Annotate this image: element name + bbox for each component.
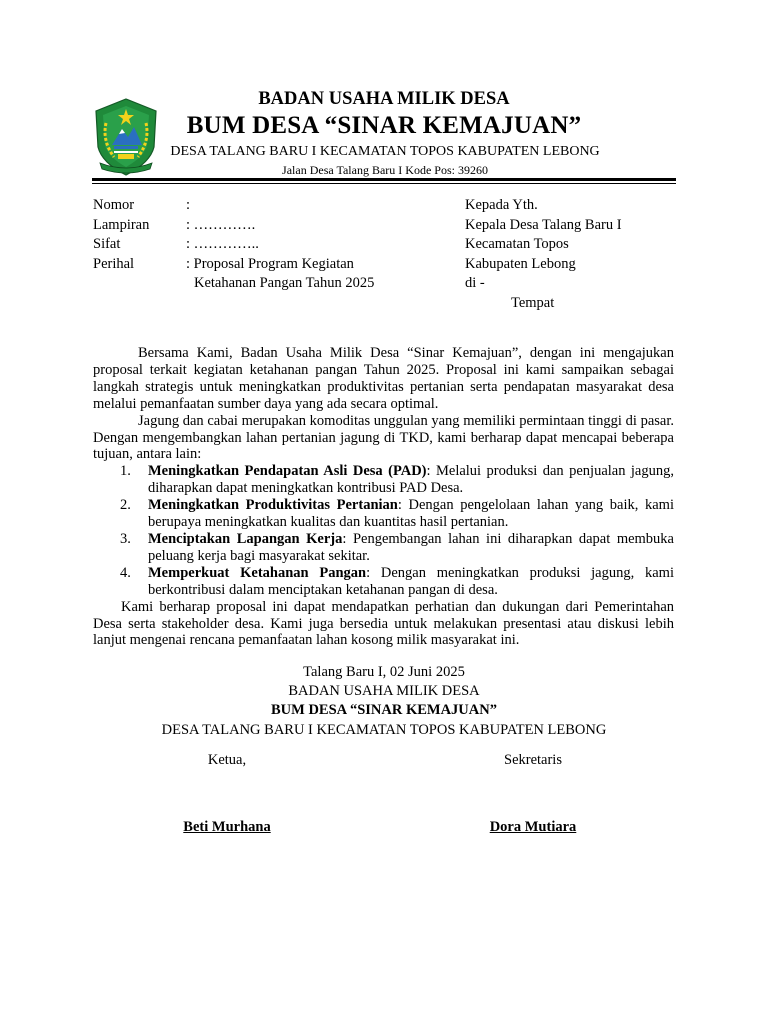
- letter-body: [93, 345, 674, 649]
- goal-text: : Dengan pengelolaan lahan yang baik, kami berupaya meningkatkan kualitas dan kuantitas hasil pertanian.: [148, 497, 674, 531]
- meta-label: Perihal: [93, 255, 135, 272]
- meta-value: : Proposal Program Kegiatan: [186, 255, 354, 272]
- meta-row-sifat: [93, 235, 374, 255]
- meta-value: : ………….: [186, 216, 256, 233]
- goal-title: Memperkuat Ketahanan Pangan: [148, 564, 367, 581]
- recipient-line: Kepada Yth.: [465, 197, 538, 213]
- goal-title: Meningkatkan Pendapatan Asli Desa (PAD): [148, 463, 427, 480]
- place-date: Talang Baru I, 02 Juni 2025: [303, 664, 465, 680]
- goal-title: Meningkatkan Produktivitas Pertanian: [148, 497, 398, 514]
- signature-ketua: [127, 752, 327, 836]
- signature-sekretaris: [433, 752, 633, 836]
- list-number: 4.: [120, 564, 131, 581]
- signature-name: Dora Mutiara: [489, 819, 577, 835]
- closing-org-region: DESA TALANG BARU I KECAMATAN TOPOS KABUPATEN LEBONG: [161, 721, 607, 738]
- letter-meta: [93, 196, 374, 294]
- signature-title: Sekretaris: [504, 752, 562, 768]
- meta-label: Lampiran: [93, 216, 150, 233]
- letterhead-rule-thin: [92, 183, 676, 184]
- goal-title: Menciptakan Lapangan Kerja: [148, 530, 343, 547]
- recipient-line: Tempat: [511, 294, 555, 311]
- meta-value: : …………..: [186, 236, 259, 252]
- closing-block: [0, 663, 768, 740]
- letterhead-line-org: BADAN USAHA MILIK DESA: [258, 89, 510, 109]
- signature-name: Beti Murhana: [183, 819, 271, 835]
- list-item: [93, 565, 674, 599]
- signature-title: Ketua,: [207, 752, 247, 768]
- goal-text: : Dengan meningkatkan produksi jagung, kami berkontribusi dalam menciptakan ketahanan pangan di desa.: [148, 564, 674, 598]
- meta-value-continuation: Ketahanan Pangan Tahun 2025: [194, 275, 375, 291]
- recipient-line: Kabupaten Lebong: [465, 255, 576, 272]
- body-paragraph: Kami berharap proposal ini dapat mendapatkan perhatian dan dukungan dari Pemerintahan Desa serta stakeholder desa. Kami juga bersedia untuk melakukan presentasi atau diskusi lebih lanjut mengenai rencana pemanfaatan lahan kosong milik masyarakat ini.: [93, 598, 674, 649]
- list-item: [93, 531, 674, 565]
- meta-row-perihal: [93, 255, 374, 275]
- list-item: [93, 463, 674, 497]
- goal-text: : Melalui produksi dan penjualan jagung, diharapkan dapat meningkatkan kontribusi PAD Desa.: [148, 463, 674, 497]
- list-item: [93, 497, 674, 531]
- recipient-line: di -: [465, 275, 485, 291]
- letterhead-line-address: Jalan Desa Talang Baru I Kode Pos: 39260: [282, 163, 488, 177]
- list-number: 3.: [120, 530, 131, 547]
- meta-value: :: [186, 197, 191, 213]
- meta-row-lampiran: [93, 216, 374, 236]
- letterhead-rule-thick: [92, 178, 676, 181]
- goal-text: : Pengembangan lahan ini diharapkan dapat membuka peluang kerja bagi masyarakat sekitar.: [148, 530, 674, 564]
- closing-org-name: BUM DESA “SINAR KEMAJUAN”: [271, 702, 497, 719]
- meta-label: Nomor: [93, 197, 135, 213]
- body-paragraph: Bersama Kami, Badan Usaha Milik Desa “Sinar Kemajuan”, dengan ini mengajukan proposal terkait kegiatan ketahanan pangan Tahun 2025. Proposal ini kami sampaikan sebagai langkah strategis untuk meningkatkan produktivitas pertanian serta pendapatan masyarakat desa melalui pemanfaatan sumber daya yang ada secara optimal.: [93, 345, 674, 412]
- goals-list: [93, 463, 674, 598]
- recipient-line: Kepala Desa Talang Baru I: [465, 216, 622, 233]
- meta-label: Sifat: [93, 236, 121, 252]
- meta-row-nomor: [93, 196, 374, 216]
- closing-org-line: BADAN USAHA MILIK DESA: [288, 683, 480, 700]
- body-paragraph: Jagung dan cabai merupakan komoditas unggulan yang memiliki permintaan tinggi di pasar. Dengan mengembangkan lahan pertanian jagung di TKD, kami berharap dapat mencapai beberapa tujuan, antara lain:: [93, 412, 674, 463]
- letterhead-line-region: DESA TALANG BARU I KECAMATAN TOPOS KABUPATEN LEBONG: [170, 144, 600, 159]
- recipient-line: Kecamatan Topos: [465, 236, 569, 252]
- letterhead-line-name: BUM DESA “SINAR KEMAJUAN”: [186, 112, 582, 139]
- list-number: 1.: [120, 463, 131, 480]
- list-number: 2.: [120, 497, 131, 514]
- recipient-block: [465, 196, 622, 313]
